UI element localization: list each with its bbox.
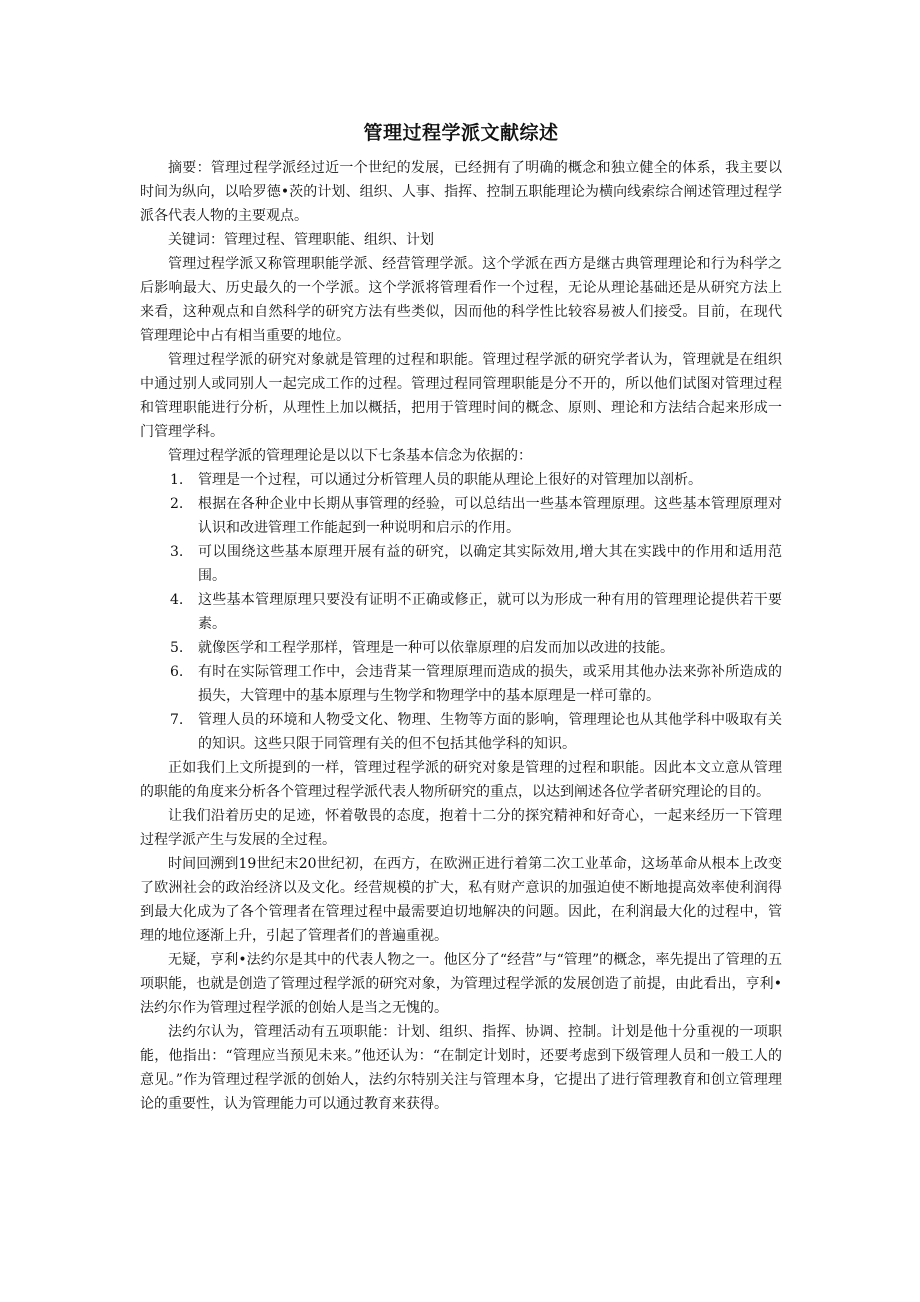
list-item [140,660,782,708]
list-item-number: 5. [170,640,184,656]
body-paragraph: 正如我们上文所提到的一样，管理过程学派的研究对象是管理的过程和职能。因此本文立意从管理的职能的角度来分析各个管理过程学派代表人物所研究的重点，以达到阐述各位学者研究理论的目的。 [140,760,782,800]
list-item-text: 管理人员的环境和人物受文化、物理、生物等方面的影响，管理理论也从其他学科中吸取有关的知识。这些只限于同管理有关的但不包括其他学科的知识。 [198,712,782,752]
document-page [140,118,782,1116]
list-item-text: 有时在实际管理工作中，会违背某一管理原理而造成的损失，或采用其他办法来弥补所造成的损失，大管理中的基本原理与生物学和物理学中的基本原理是一样可靠的。 [198,664,782,704]
list-item-number: 3. [170,544,184,560]
beliefs-list [140,468,782,756]
list-item-text: 就像医学和工程学那样，管理是一种可以依靠原理的启发而加以改进的技能。 [198,640,674,656]
list-item-text: 根据在各种企业中长期从事管理的经验，可以总结出一些基本管理原理。这些基本管理原理对认识和改进管理工作能起到一种说明和启示的作用。 [198,496,782,536]
body-paragraph: 管理过程学派的研究对象就是管理的过程和职能。管理过程学派的研究学者认为，管理就是在组织中通过别人或同别人一起完成工作的过程。管理过程同管理职能是分不开的，所以他们试图对管理过程和管理职能进行分析，从理性上加以概括，把用于管理时间的概念、原则、理论和方法结合起来形成一门管理学科。 [140,352,782,440]
list-item [140,708,782,756]
list-item [140,540,782,588]
keywords-paragraph: 关键词：管理过程、管理职能、组织、计划 [168,232,434,248]
list-item-number: 6. [170,664,184,680]
list-item [140,492,782,540]
list-item-number: 2. [170,496,184,512]
body-paragraph: 管理过程学派的管理理论是以以下七条基本信念为依据的： [168,448,532,464]
list-item-text: 管理是一个过程，可以通过分析管理人员的职能从理论上很好的对管理加以剖析。 [198,472,702,488]
list-item [140,468,782,492]
list-item-number: 1. [170,472,184,488]
list-item-number: 7. [170,712,184,728]
body-paragraph: 无疑，亨利•法约尔是其中的代表人物之一。他区分了“经营”与“管理”的概念，率先提出了管理的五项职能，也就是创造了管理过程学派的研究对象，为管理过程学派的发展创造了前提，由此看出，亨利•法约尔作为管理过程学派的创始人是当之无愧的。 [140,952,782,1016]
body-paragraph: 法约尔认为，管理活动有五项职能：计划、组织、指挥、协调、控制。计划是他十分重视的一项职能，他指出：“管理应当预见未来。”他还认为：“在制定计划时，还要考虑到下级管理人员和一般工人的意见。”作为管理过程学派的创始人，法约尔特别关注与管理本身，它提出了进行管理教育和创立管理理论的重要性，认为管理能力可以通过教育来获得。 [140,1024,782,1112]
body-paragraph: 让我们沿着历史的足迹，怀着敬畏的态度，抱着十二分的探究精神和好奇心，一起来经历一下管理过程学派产生与发展的全过程。 [140,808,782,848]
body-paragraph: 管理过程学派又称管理职能学派、经营管理学派。这个学派在西方是继古典管理理论和行为科学之后影响最大、历史最久的一个学派。这个学派将管理看作一个过程，无论从理论基础还是从研究方法上来看，这种观点和自然科学的研究方法有些类似，因而他的科学性比较容易被人们接受。目前，在现代管理理论中占有相当重要的地位。 [140,256,782,344]
body-paragraph: 时间回溯到19世纪末20世纪初，在西方，在欧洲正进行着第二次工业革命，这场革命从根本上改变了欧洲社会的政治经济以及文化。经营规模的扩大，私有财产意识的加强迫使不断地提高效率使利润得到最大化成为了各个管理者在管理过程中最需要迫切地解决的问题。因此，在利润最大化的过程中，管理的地位逐渐上升，引起了管理者们的普遍重视。 [140,856,782,944]
document-title: 管理过程学派文献综述 [363,122,559,144]
list-item [140,636,782,660]
list-item [140,588,782,636]
list-item-text: 这些基本管理原理只要没有证明不正确或修正，就可以为形成一种有用的管理理论提供若干要素。 [198,592,782,632]
list-item-text: 可以围绕这些基本原理开展有益的研究，以确定其实际效用,增大其在实践中的作用和适用范围。 [198,544,782,584]
abstract-paragraph: 摘要：管理过程学派经过近一个世纪的发展，已经拥有了明确的概念和独立健全的体系，我主要以时间为纵向，以哈罗德•茨的计划、组织、人事、指挥、控制五职能理论为横向线索综合阐述管理过程学派各代表人物的主要观点。 [140,160,782,224]
list-item-number: 4. [170,592,184,608]
